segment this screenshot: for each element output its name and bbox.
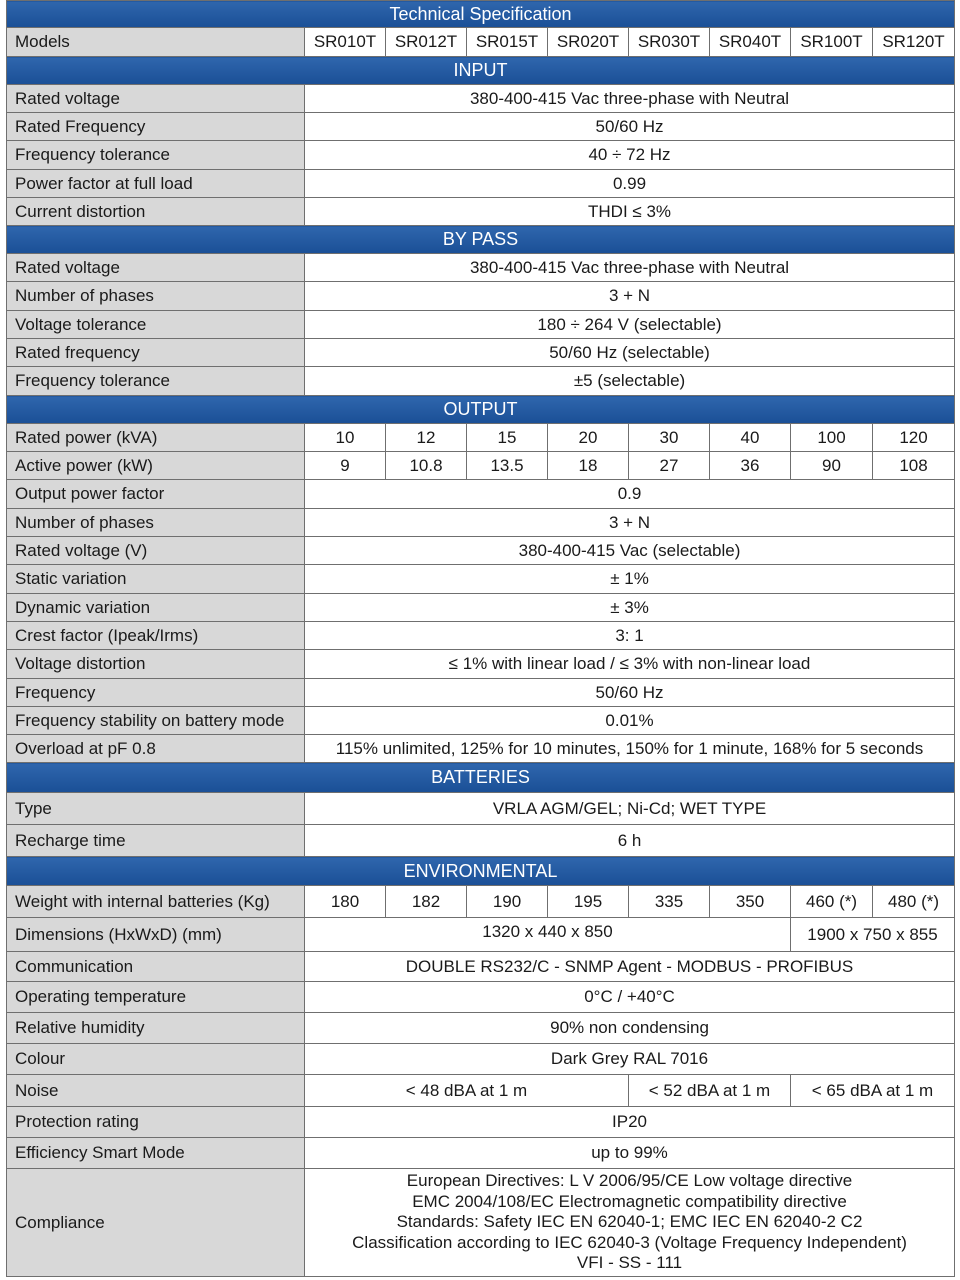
row-label: Frequency [7,679,305,707]
compliance-line: Standards: Safety IEC EN 62040-1; EMC IEC EN 62040-2 C2 [396,1212,863,1232]
spec-table [6,0,955,1277]
spec-sheet [6,0,954,1277]
rated-power-cell: 10 [305,424,386,452]
table-title: Technical Specification [7,1,955,28]
row-value: ± 3% [305,594,955,622]
row-label: Recharge time [7,825,305,857]
row-label: Dynamic variation [7,594,305,622]
rated-power-cell: 30 [629,424,710,452]
compliance-row [7,1169,955,1277]
active-power-cell: 18 [548,452,629,480]
row-label: Rated Frequency [7,113,305,141]
active-power-cell: 108 [873,452,955,480]
active-power-cell: 27 [629,452,710,480]
row-value: VRLA AGM/GEL; Ni-Cd; WET TYPE [305,793,955,825]
row-label: Compliance [7,1169,305,1277]
noise-row [7,1075,955,1107]
compliance-line: VFI - SS - 111 [576,1253,683,1273]
row-value: 3 + N [305,282,955,311]
row-value: DOUBLE RS232/C - SNMP Agent - MODBUS - PROFIBUS [305,952,955,982]
compliance-line: EMC 2004/108/EC Electromagnetic compatibility directive [412,1191,847,1211]
row-value: 3: 1 [305,622,955,650]
row-label: Efficiency Smart Mode [7,1138,305,1169]
rated-power-cell: 12 [386,424,467,452]
row-label: Power factor at full load [7,170,305,198]
row-label: Rated voltage (V) [7,537,305,565]
model-cell: SR015T [467,28,548,57]
row-value: 40 ÷ 72 Hz [305,141,955,170]
row-value: Dark Grey RAL 7016 [305,1044,955,1075]
row-label: Number of phases [7,509,305,537]
compliance-line: Classification according to IEC 62040-3 (Voltage Frequency Independent) [352,1232,907,1252]
row-value: 380-400-415 Vac (selectable) [305,537,955,565]
row-value: 50/60 Hz [305,679,955,707]
compliance-text [305,1169,955,1277]
weight-cell: 350 [710,886,791,918]
row-value: 0.99 [305,170,955,198]
weight-row [7,886,955,918]
row-value: THDI ≤ 3% [305,198,955,226]
row-label: Noise [7,1075,305,1107]
noise-cell: < 65 dBA at 1 m [791,1075,955,1107]
row-value: 180 ÷ 264 V (selectable) [305,311,955,339]
rated-power-cell: 40 [710,424,791,452]
row-label: Operating temperature [7,982,305,1013]
section-header-bypass: BY PASS [7,226,955,254]
active-power-cell: 9 [305,452,386,480]
row-value: 0.9 [305,480,955,509]
row-label: Dimensions (HxWxD) (mm) [7,918,305,952]
row-value: ±5 (selectable) [305,367,955,396]
rated-power-cell: 100 [791,424,873,452]
model-cell: SR040T [710,28,791,57]
weight-cell: 195 [548,886,629,918]
model-cell: SR100T [791,28,873,57]
row-value: 380-400-415 Vac three-phase with Neutral [305,85,955,113]
row-value: 0.01% [305,707,955,735]
row-label: Active power (kW) [7,452,305,480]
active-power-cell: 90 [791,452,873,480]
models-row [7,28,955,57]
active-power-cell: 36 [710,452,791,480]
weight-cell: 180 [305,886,386,918]
row-label: Rated voltage [7,254,305,282]
row-label: Rated power (kVA) [7,424,305,452]
compliance-line: European Directives: L V 2006/95/CE Low voltage directive [406,1171,853,1191]
row-label: Static variation [7,565,305,594]
row-label: Rated voltage [7,85,305,113]
row-label: Frequency tolerance [7,141,305,170]
row-value: 6 h [305,825,955,857]
weight-cell: 190 [467,886,548,918]
row-label: Output power factor [7,480,305,509]
model-cell: SR120T [873,28,955,57]
model-cell: SR012T [386,28,467,57]
weight-cell: 460 (*) [791,886,873,918]
dimensions-small: 1320 x 440 x 850 [305,918,791,952]
row-label: Relative humidity [7,1013,305,1044]
active-power-cell: 13.5 [467,452,548,480]
row-label: Type [7,793,305,825]
row-value: up to 99% [305,1138,955,1169]
model-cell: SR010T [305,28,386,57]
dimensions-row [7,918,955,952]
active-power-row [7,452,955,480]
section-header-output: OUTPUT [7,396,955,424]
row-label: Crest factor (Ipeak/Irms) [7,622,305,650]
row-value: 3 + N [305,509,955,537]
row-value: 90% non condensing [305,1013,955,1044]
row-label: Weight with internal batteries (Kg) [7,886,305,918]
model-cell: SR030T [629,28,710,57]
noise-cell: < 52 dBA at 1 m [629,1075,791,1107]
weight-cell: 480 (*) [873,886,955,918]
row-label: Frequency tolerance [7,367,305,396]
row-value: 0°C / +40°C [305,982,955,1013]
section-header-batteries: BATTERIES [7,763,955,793]
noise-cell: < 48 dBA at 1 m [305,1075,629,1107]
weight-cell: 335 [629,886,710,918]
row-label: Rated frequency [7,339,305,367]
row-value: IP20 [305,1107,955,1138]
row-label: Frequency stability on battery mode [7,707,305,735]
row-label: Number of phases [7,282,305,311]
section-header-environmental: ENVIRONMENTAL [7,857,955,886]
section-header-input: INPUT [7,57,955,85]
active-power-cell: 10.8 [386,452,467,480]
row-label: Voltage distortion [7,650,305,679]
row-label: Overload at pF 0.8 [7,735,305,763]
rated-power-cell: 15 [467,424,548,452]
rated-power-cell: 120 [873,424,955,452]
row-value: 115% unlimited, 125% for 10 minutes, 150% for 1 minute, 168% for 5 seconds [305,735,955,763]
row-label: Protection rating [7,1107,305,1138]
row-label: Voltage tolerance [7,311,305,339]
models-label: Models [7,28,305,57]
rated-power-cell: 20 [548,424,629,452]
rated-power-row [7,424,955,452]
row-value: 50/60 Hz [305,113,955,141]
dimensions-large: 1900 x 750 x 855 [791,918,955,952]
row-label: Current distortion [7,198,305,226]
row-value: 50/60 Hz (selectable) [305,339,955,367]
weight-cell: 182 [386,886,467,918]
row-value: 380-400-415 Vac three-phase with Neutral [305,254,955,282]
row-label: Communication [7,952,305,982]
row-value: ± 1% [305,565,955,594]
model-cell: SR020T [548,28,629,57]
row-value: ≤ 1% with linear load / ≤ 3% with non-linear load [305,650,955,679]
row-label: Colour [7,1044,305,1075]
